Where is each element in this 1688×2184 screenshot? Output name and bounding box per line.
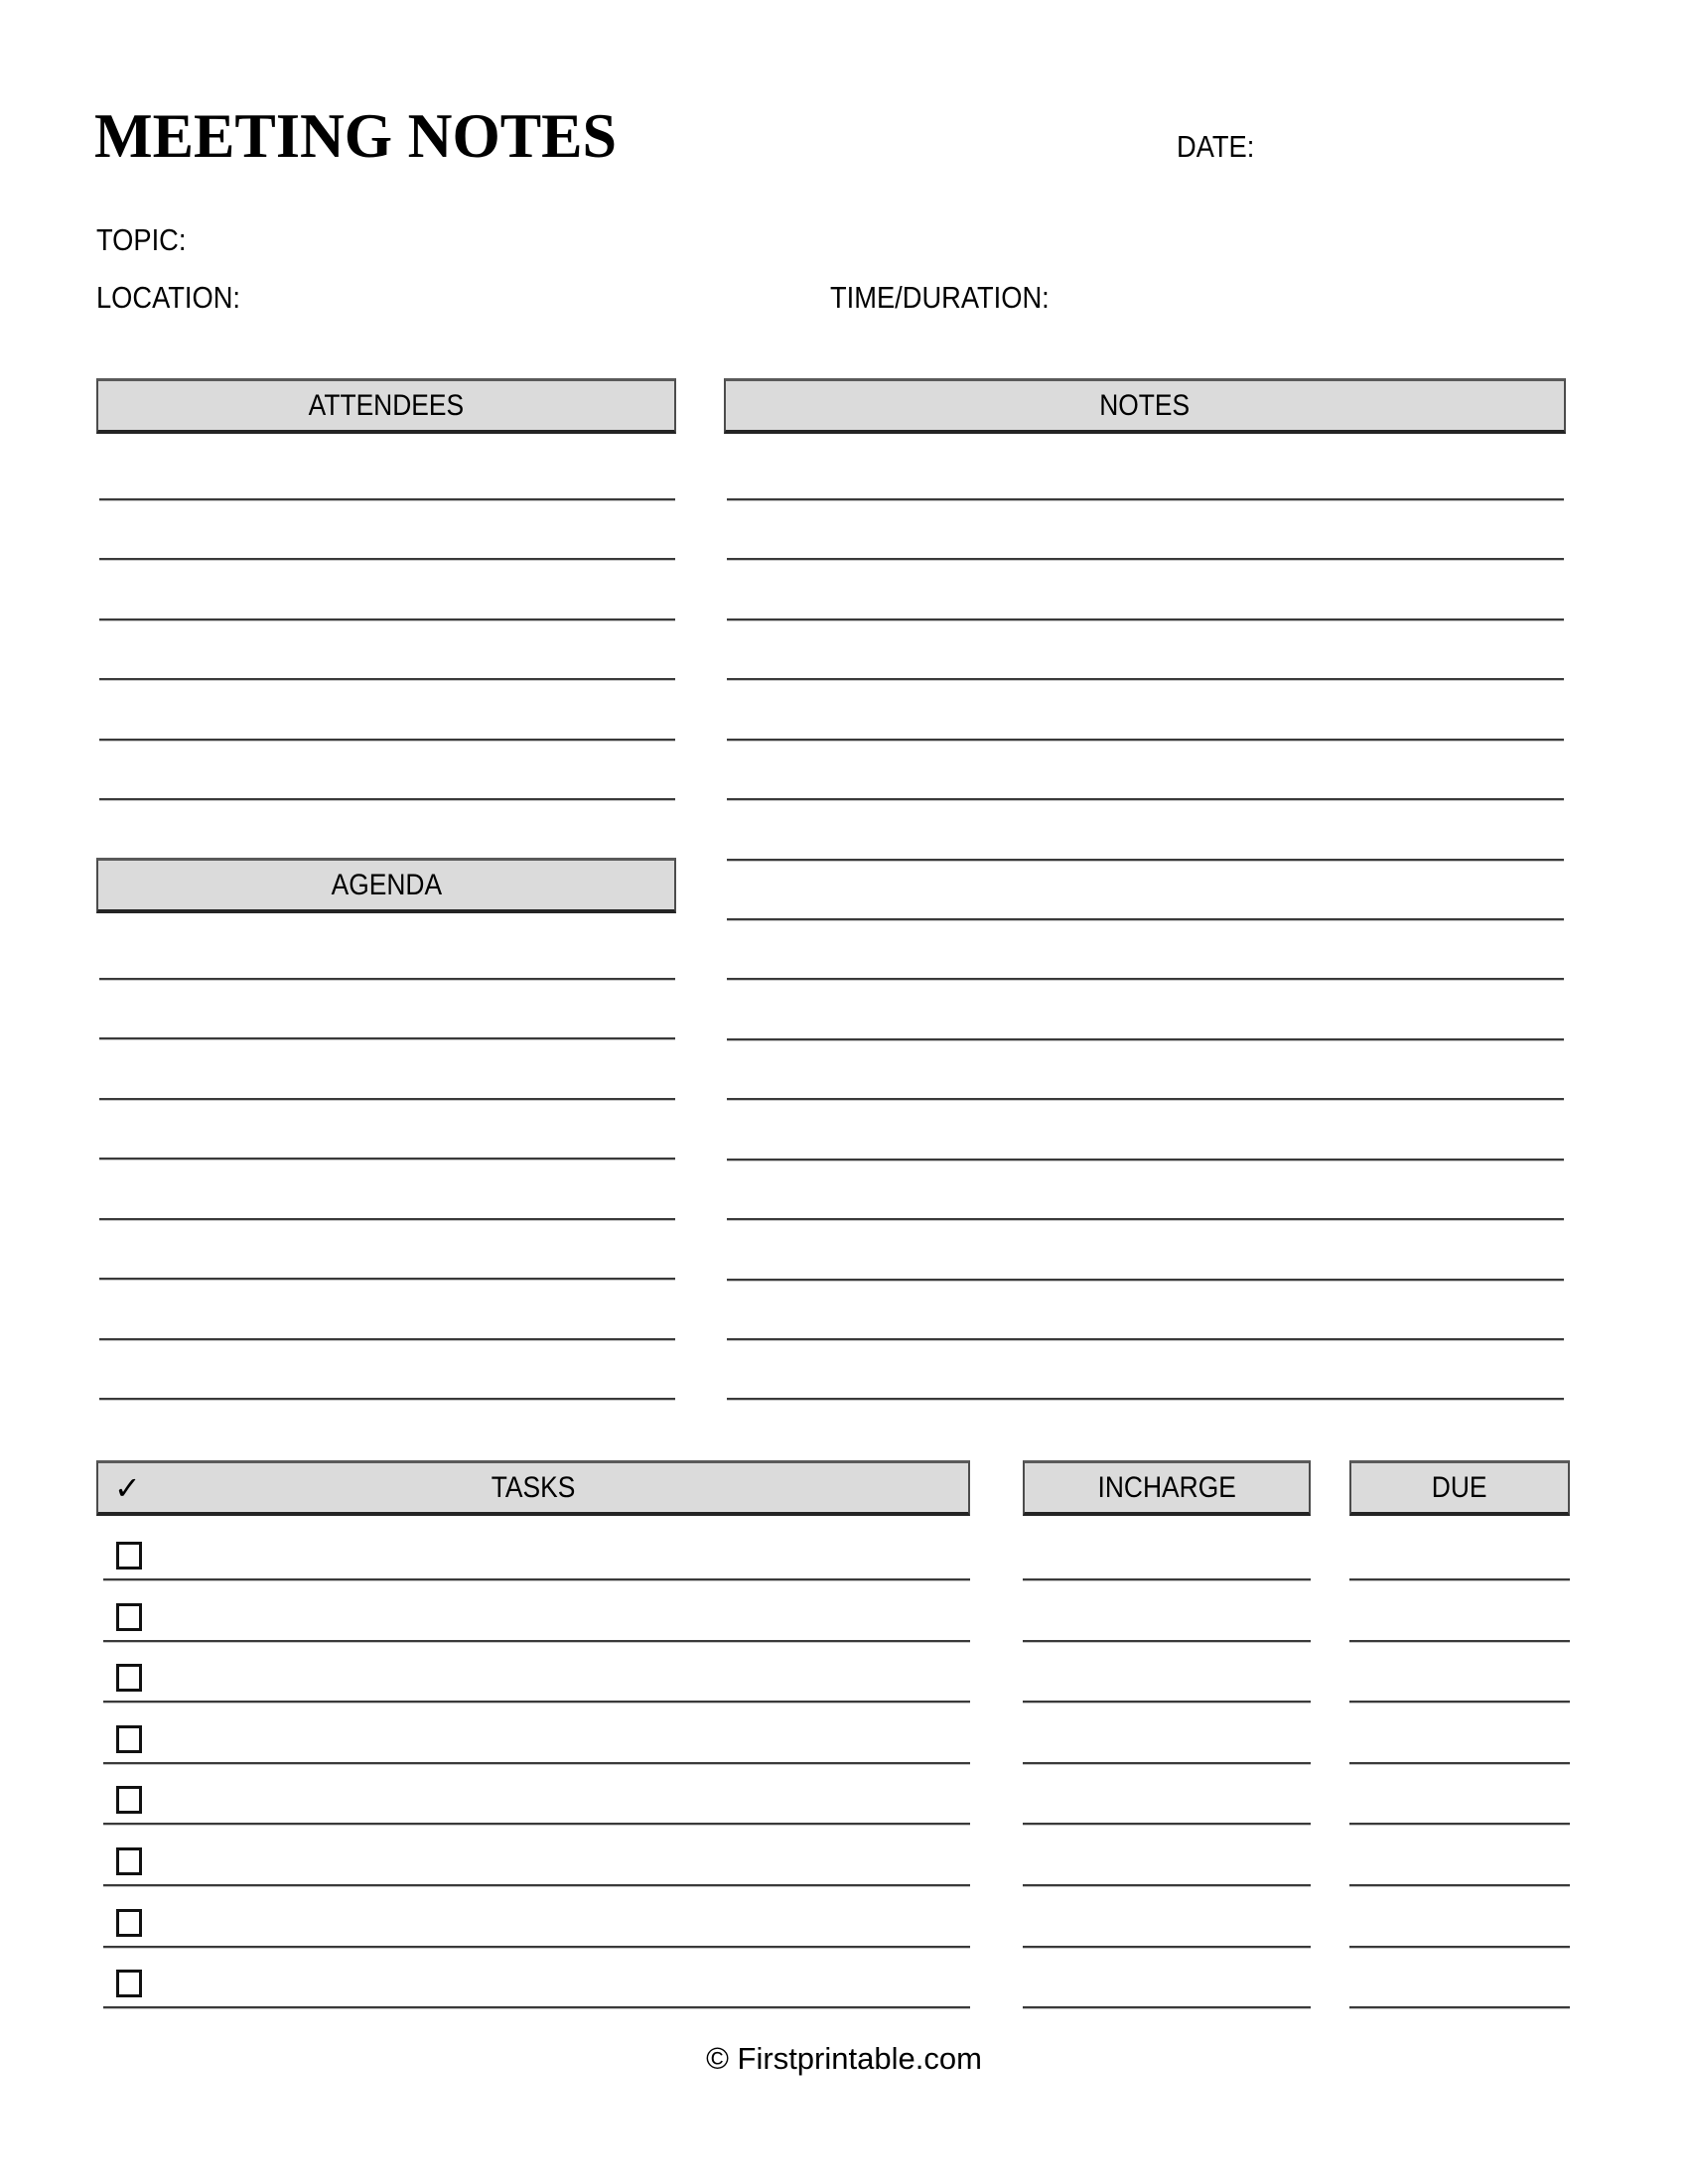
attendees-line[interactable] xyxy=(99,739,675,742)
task-line[interactable] xyxy=(103,1823,970,1826)
notes-line[interactable] xyxy=(727,859,1564,862)
due-line[interactable] xyxy=(1349,1701,1570,1704)
topic-field[interactable] xyxy=(207,224,385,258)
notes-line[interactable] xyxy=(727,739,1564,742)
attendees-line[interactable] xyxy=(99,798,675,801)
incharge-line[interactable] xyxy=(1023,1762,1311,1765)
notes-line[interactable] xyxy=(727,1038,1564,1041)
task-line[interactable] xyxy=(103,1946,970,1949)
incharge-line[interactable] xyxy=(1023,1701,1311,1704)
notes-line[interactable] xyxy=(727,558,1564,561)
agenda-header-label: AGENDA xyxy=(331,869,442,901)
time-duration-field[interactable] xyxy=(1088,282,1267,316)
topic-label: TOPIC: xyxy=(96,222,187,257)
check-column-icon: ✓ xyxy=(114,1470,141,1506)
agenda-line[interactable] xyxy=(99,1158,675,1160)
notes-line[interactable] xyxy=(727,498,1564,501)
date-row xyxy=(1177,129,1453,165)
notes-line[interactable] xyxy=(727,798,1564,801)
incharge-line[interactable] xyxy=(1023,1946,1311,1949)
notes-line[interactable] xyxy=(727,1098,1564,1101)
tasks-header xyxy=(96,1460,970,1516)
incharge-line[interactable] xyxy=(1023,2006,1311,2009)
due-header-label: DUE xyxy=(1432,1471,1487,1504)
due-line[interactable] xyxy=(1349,1640,1570,1643)
notes-line[interactable] xyxy=(727,1338,1564,1341)
topic-row xyxy=(96,222,385,258)
task-checkbox[interactable] xyxy=(116,1542,142,1570)
task-checkbox[interactable] xyxy=(116,1786,142,1814)
task-line[interactable] xyxy=(103,1884,970,1887)
agenda-line[interactable] xyxy=(99,1218,675,1221)
notes-line[interactable] xyxy=(727,1159,1564,1161)
footer-credit: © Firstprintable.com xyxy=(706,2041,982,2076)
agenda-line[interactable] xyxy=(99,1398,675,1401)
agenda-line[interactable] xyxy=(99,1098,675,1101)
due-line[interactable] xyxy=(1349,1884,1570,1887)
incharge-line[interactable] xyxy=(1023,1884,1311,1887)
attendees-line[interactable] xyxy=(99,558,675,561)
date-field[interactable] xyxy=(1274,131,1453,165)
page-title: MEETING NOTES xyxy=(94,100,618,171)
task-line[interactable] xyxy=(103,2006,970,2009)
due-line[interactable] xyxy=(1349,2006,1570,2009)
task-line[interactable] xyxy=(103,1578,970,1581)
attendees-line[interactable] xyxy=(99,618,675,621)
notes-line[interactable] xyxy=(727,918,1564,921)
attendees-header-label: ATTENDEES xyxy=(308,389,465,422)
notes-line[interactable] xyxy=(727,1398,1564,1401)
notes-line[interactable] xyxy=(727,1218,1564,1221)
location-field[interactable] xyxy=(268,282,447,316)
notes-line[interactable] xyxy=(727,678,1564,681)
task-line[interactable] xyxy=(103,1640,970,1643)
time-duration-label: TIME/DURATION: xyxy=(830,280,1050,315)
tasks-header-label: TASKS xyxy=(491,1471,576,1504)
incharge-line[interactable] xyxy=(1023,1823,1311,1826)
due-line[interactable] xyxy=(1349,1762,1570,1765)
task-checkbox[interactable] xyxy=(116,1664,142,1692)
due-header xyxy=(1349,1460,1570,1516)
task-checkbox[interactable] xyxy=(116,1909,142,1937)
task-checkbox[interactable] xyxy=(116,1603,142,1631)
task-checkbox[interactable] xyxy=(116,1725,142,1753)
incharge-line[interactable] xyxy=(1023,1640,1311,1643)
agenda-line[interactable] xyxy=(99,1037,675,1040)
location-label: LOCATION: xyxy=(96,280,241,315)
attendees-line[interactable] xyxy=(99,678,675,681)
due-line[interactable] xyxy=(1349,1946,1570,1949)
incharge-header xyxy=(1023,1460,1311,1516)
notes-line[interactable] xyxy=(727,618,1564,621)
notes-header-label: NOTES xyxy=(1099,389,1191,422)
agenda-line[interactable] xyxy=(99,1338,675,1341)
task-checkbox[interactable] xyxy=(116,1970,142,1997)
incharge-header-label: INCHARGE xyxy=(1097,1471,1236,1504)
time-duration-row xyxy=(830,280,1267,316)
incharge-line[interactable] xyxy=(1023,1578,1311,1581)
notes-line[interactable] xyxy=(727,1279,1564,1282)
attendees-header xyxy=(96,378,676,434)
date-label: DATE: xyxy=(1177,129,1255,164)
agenda-header xyxy=(96,858,676,913)
due-line[interactable] xyxy=(1349,1823,1570,1826)
task-line[interactable] xyxy=(103,1701,970,1704)
location-row xyxy=(96,280,447,316)
task-line[interactable] xyxy=(103,1762,970,1765)
due-line[interactable] xyxy=(1349,1578,1570,1581)
notes-header xyxy=(724,378,1566,434)
attendees-line[interactable] xyxy=(99,498,675,501)
agenda-line[interactable] xyxy=(99,1278,675,1281)
task-checkbox[interactable] xyxy=(116,1847,142,1875)
agenda-line[interactable] xyxy=(99,978,675,981)
notes-line[interactable] xyxy=(727,978,1564,981)
